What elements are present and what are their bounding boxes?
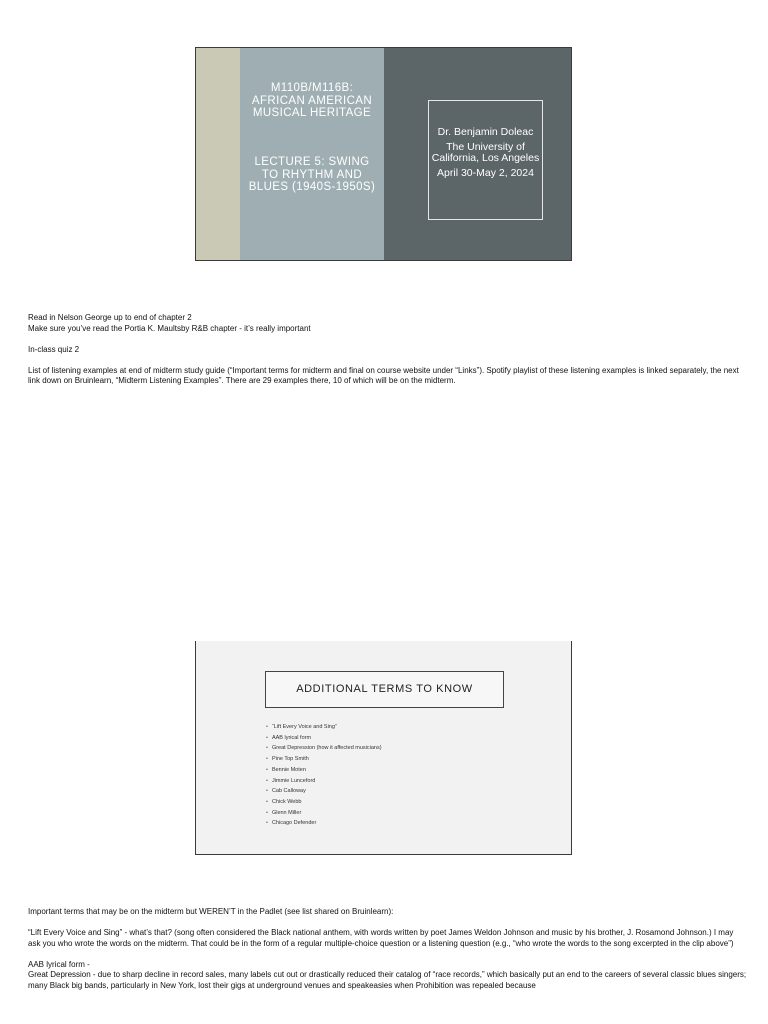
list-item: • Chick Webb [266, 797, 382, 808]
terms-slide-title: ADDITIONAL TERMS TO KNOW [265, 671, 504, 708]
author-box [428, 100, 543, 220]
list-item: • “Lift Every Voice and Sing” [266, 722, 382, 733]
course-title: M110B/M116B: AFRICAN AMERICAN MUSICAL HERITAGE [251, 82, 373, 119]
list-item: • Pine Top Smith [266, 754, 382, 765]
lecture-dates: April 30-May 2, 2024 [437, 166, 534, 179]
list-item: • Cab Calloway [266, 786, 382, 797]
slide-accent-strip [196, 48, 240, 260]
slide-title-panel [240, 48, 384, 260]
note-aab-form: AAB lyrical form - [28, 959, 90, 969]
list-item: • Great Depression (how it affected musicians) [266, 743, 382, 754]
lecture-title: LECTURE 5: SWING TO RHYTHM AND BLUES (1940S-1950S) [248, 156, 376, 193]
notes-section-1 [28, 313, 748, 387]
title-slide [195, 47, 572, 261]
institution: The University of California, Los Angeles [431, 140, 540, 164]
note-reading: Read in Nelson George up to end of chapter 2 [28, 313, 192, 322]
list-item: • AAB lyrical form [266, 733, 382, 744]
slide-info-panel [384, 48, 571, 260]
list-item: • Glenn Miller [266, 808, 382, 819]
note-lift-every-voice: “Lift Every Voice and Sing” - what’s that? (song often considered the Black national anthem, with words written by poet James Weldon Johnson and music by his brother, J. Rosamond Johnson.) I may ask you who wrote the words on the midterm. That could be in the form of a regular multiple-choice question or a listening question (e.g., “who wrote the words to the song excerpted in the clip above”) [28, 928, 734, 948]
note-quiz: In-class quiz 2 [28, 344, 80, 354]
notes-section-2 [28, 907, 748, 991]
author-name: Dr. Benjamin Doleac [437, 126, 534, 138]
list-item: • Bennie Moten [266, 765, 382, 776]
note-listening: List of listening examples at end of midterm study guide (“Important terms for midterm and final on course website under “Links”). Spotify playlist of these listening examples is linked separately, the next link down on Bruinlearn, “Midterm Listening Examples”. There are 29 examples there, 10 of which will be on the midterm. [28, 365, 739, 385]
terms-list [266, 722, 382, 829]
note-important-terms: Important terms that may be on the midterm but WEREN’T in the Padlet (see list shared on Bruinlearn): [28, 907, 394, 916]
list-item: • Chicago Defender [266, 818, 382, 829]
list-item: • Jimmie Lunceford [266, 776, 382, 787]
note-maultsby: Make sure you’ve read the Portia K. Maultsby R&B chapter - it’s really important [28, 323, 311, 333]
note-great-depression: Great Depression - due to sharp decline in record sales, many labels cut out or drastically reduced their catalog of “race records,” which basically put an end to the careers of several classic blues singers; many Black big bands, particularly in New York, lost their gigs at underground venues and speakeasies when Prohibition was repealed because [28, 970, 747, 990]
terms-slide [195, 641, 572, 855]
